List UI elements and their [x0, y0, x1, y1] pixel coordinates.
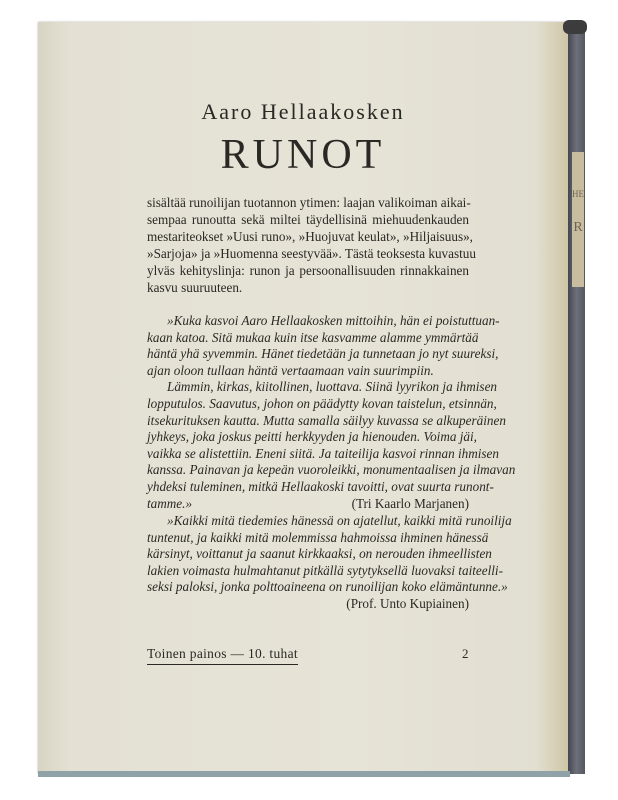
edition-note: Toinen painos — 10. tuhat — [147, 646, 298, 665]
text-line: vaikka se alistettiin. Eneni siitä. Ja taiteilija kasvoi rinnan ihmisen — [147, 445, 499, 461]
spine-label-text-2: R — [573, 220, 583, 235]
text-line: kärsinyt, voittanut ja saanut kirkkaaksi, on nerouden ihmeellisten — [147, 546, 492, 562]
quote-attribution: (Tri Kaarlo Marjanen) — [351, 495, 469, 511]
text-line: »Kuka kasvoi Aaro Hellaakosken mittoihin, hän ei poistuttuan- — [167, 313, 500, 328]
spine-label — [572, 152, 584, 287]
text-line: itsekurituksen kautta. Mutta samalla säilyy kuvassa se alkuperäinen — [147, 412, 506, 428]
book-title: RUNOT — [220, 132, 386, 178]
text-line: lopputulos. Saavutus, johon on päädytty kovan taistelun, etsinnän, — [147, 395, 497, 411]
text-line: lakien voimasta hulmahtanut pitkällä sytytyksellä luovaksi taiteelli- — [147, 562, 503, 578]
text-line: seksi paloksi, jonka polttoaineena on runoilijan koko elämäntunne.» — [147, 579, 508, 595]
text-line: ajan oloon tullaan häntä vertaamaan vain suurimpiin. — [147, 362, 434, 378]
text-line: »Kaikki mitä tiedemies hänessä on ajatellut, kaikki mitä runoilija — [167, 513, 512, 528]
author-name: Aaro Hellaakosken — [201, 99, 405, 124]
cloth-edge — [38, 771, 570, 777]
book-spine — [568, 24, 585, 774]
quote-kupiainen — [147, 513, 512, 613]
text-line: mestariteokset »Uusi runo», »Huojuvat keulat», »Hiljaisuus», — [147, 229, 473, 244]
text-line: tamme.» — [147, 495, 193, 511]
text-line: kasvu suuruuteen. — [147, 280, 243, 295]
text-line: ylväs kehityslinja: runon ja persoonallisuuden rinnakkainen — [147, 263, 469, 278]
text-line: kaan katoa. Sitä mukaa kuin itse kasvamme alamme ymmärtää — [147, 329, 479, 345]
text-line: Lämmin, kirkas, kiitollinen, luottava. Siinä lyyrikon ja ihmisen — [167, 379, 498, 395]
text-line: tuntenut, ja kaikki mitä molemmissa hahmoissa ihminen hänessä — [147, 529, 489, 545]
text-line: sisältää runoilijan tuotannon ytimen: laajan valikoiman aikai- — [147, 195, 471, 210]
page-number: 2 — [462, 646, 469, 661]
quote-last-line-row — [147, 496, 469, 513]
text-line: häntä yhä syvemmin. Hänet tiedetään ja tunnetaan jo nyt suureksi, — [147, 346, 499, 362]
quote-marjanen — [147, 313, 516, 512]
text-line: »Sarjoja» ja »Huomenna seestyvää». Tästä teoksesta kuvastuu — [147, 246, 476, 261]
text-line: jyhkeys, joka joskus peitti herkkyyden ja hienouden. Voima jäi, — [147, 429, 477, 445]
spine-label-text-1: HE — [572, 189, 584, 199]
quote-attribution: (Prof. Unto Kupiainen) — [346, 595, 469, 611]
text-line: yhdeksi tuleminen, mitkä Hellaakoski tavoitti, ovat suurta runont- — [147, 478, 494, 494]
spine-top-wear — [563, 20, 587, 34]
description — [147, 194, 476, 296]
text-line: sempaa runoutta sekä miltei täydellisinä miehuudenkauden — [147, 212, 469, 227]
text-line: kanssa. Painavan ja kepeän vuoroleikki, monumentaalisen ja ilmavan — [147, 462, 516, 478]
